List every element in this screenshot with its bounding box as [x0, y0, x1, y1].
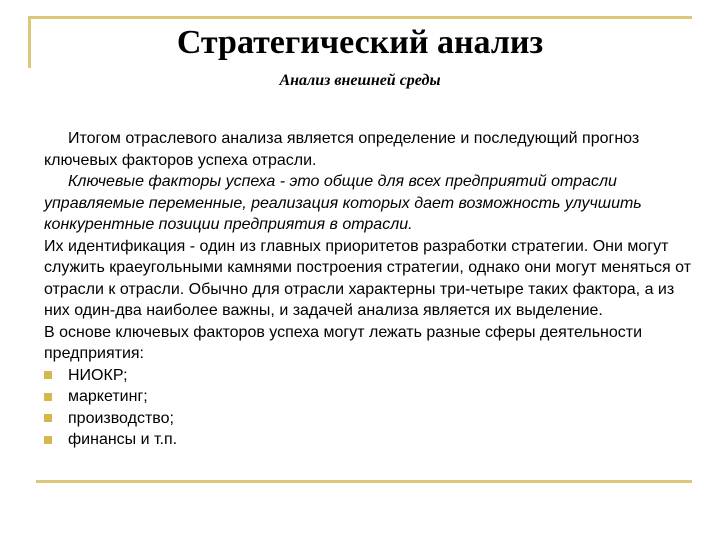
slide-body: [44, 128, 704, 451]
list-item-label: маркетинг;: [68, 388, 148, 405]
square-bullet-icon: [44, 393, 52, 401]
paragraph-intro: Итогом отраслевого анализа является определение и последующий прогноз ключевых факторов успеха отрасли.: [44, 130, 640, 169]
slide-title: Стратегический анализ: [176, 24, 544, 61]
list-item: [44, 408, 704, 430]
paragraph-identification: Их идентификация - один из главных приоритетов разработки стратегии. Они могут служить краеугольными камнями построения стратегии, однако они могут меняться от отрасли к отрасли. Обычно для отрасли характерны три-четыре таких фактора, а из них один-два наиболее важны, и задачей анализа является их выделение.: [44, 237, 692, 319]
list-item-label: производство;: [68, 409, 174, 427]
slide-subtitle: Анализ внешней среды: [279, 72, 441, 89]
frame-top-line: [28, 16, 692, 19]
square-bullet-icon: [44, 371, 52, 379]
frame-bottom-line: [36, 480, 692, 483]
bullet-list: [44, 365, 704, 451]
list-item: [44, 386, 704, 408]
list-item-label: финансы и т.п.: [68, 431, 178, 448]
list-item: [44, 429, 704, 451]
paragraph-definition: Ключевые факторы успеха - это общие для всех предприятий отрасли управляемые переменные, реализация которых дает возможность улучшить конкурентные позиции предприятия в отрасли.: [44, 173, 642, 233]
paragraph-spheres: В основе ключевых факторов успеха могут лежать разные сферы деятельности предприятия:: [44, 323, 643, 362]
list-item-label: НИОКР;: [68, 366, 128, 384]
square-bullet-icon: [44, 436, 52, 444]
square-bullet-icon: [44, 414, 52, 422]
list-item: [44, 365, 704, 387]
